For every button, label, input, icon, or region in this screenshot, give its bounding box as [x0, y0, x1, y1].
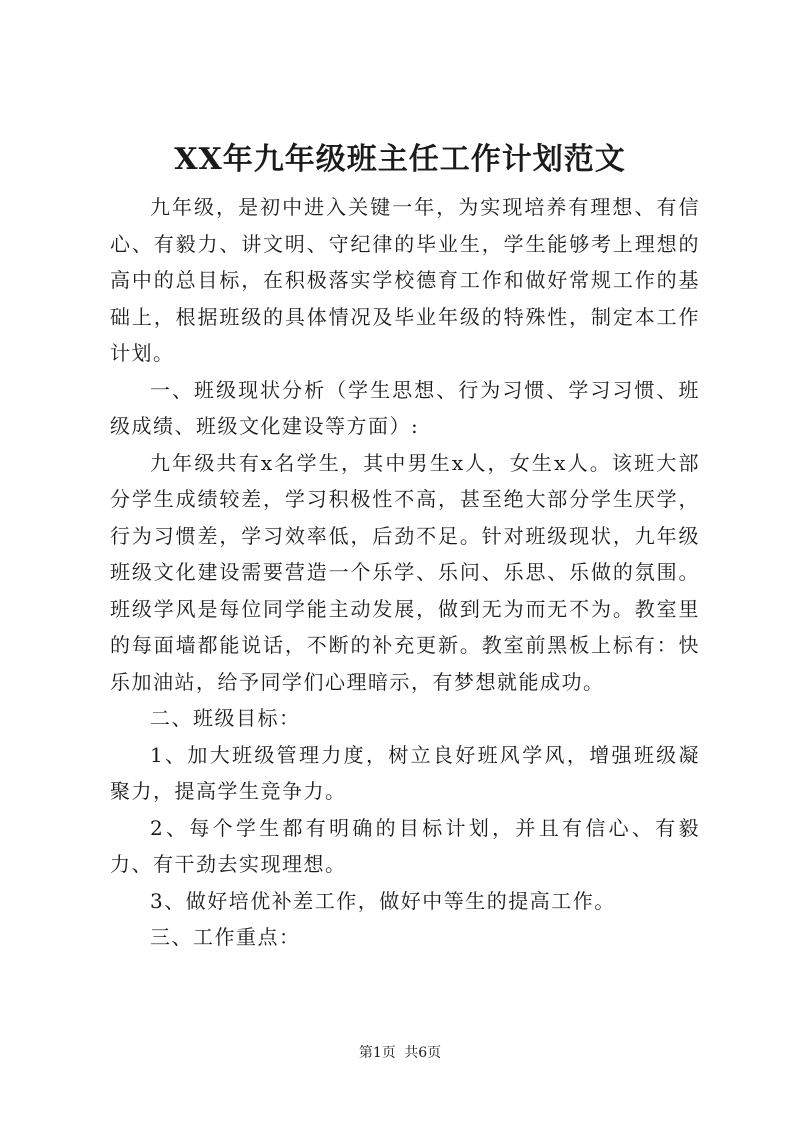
document-title: XX年九年级班主任工作计划范文: [174, 142, 626, 177]
list-item-goal-3: 3、做好培优补差工作，做好中等生的提高工作。: [150, 888, 616, 913]
document-body: [110, 189, 700, 956]
list-item-goal-2: 2、每个学生都有明确的目标计划，并且有信心、有毅力、有干劲去实现理想。: [110, 815, 700, 876]
section-heading-focus: 三、工作重点：: [150, 925, 301, 949]
paragraph-class-status: 九年级共有x名学生，其中男生x人，女生x人。该班大部分学生成绩较差，学习积极性不高，甚至绝大部分学生厌学，行为习惯差，学习效率低，后劲不足。针对班级现状，九年级班级文化建设需要营造一个乐学、乐问、乐思、乐做的氛围。班级学风是每位同学能主动发展，做到无为而无不为。教室里的每面墙都能说话，不断的补充更新。教室前黑板上标有：快乐加油站，给予同学们心理暗示，有梦想就能成功。: [110, 450, 700, 694]
page-number: 第1页: [358, 1045, 396, 1061]
page-footer: [0, 1043, 800, 1063]
list-item-goal-1: 1、加大班级管理力度，树立良好班风学风，增强班级凝聚力，提高学生竞争力。: [110, 742, 700, 803]
section-heading-status: 一、班级现状分析（学生思想、行为习惯、学习习惯、班级成绩、班级文化建设等方面）:: [110, 377, 700, 438]
page-total: 共6页: [404, 1045, 442, 1061]
section-heading-goals: 二、班级目标：: [150, 706, 301, 730]
paragraph-intro: 九年级，是初中进入关键一年，为实现培养有理想、有信心、有毅力、讲文明、守纪律的毕业生，学生能够考上理想的高中的总目标，在积极落实学校德育工作和做好常规工作的基础上，根据班级的具体情况及毕业年级的特殊性，制定本工作计划。: [110, 195, 700, 365]
